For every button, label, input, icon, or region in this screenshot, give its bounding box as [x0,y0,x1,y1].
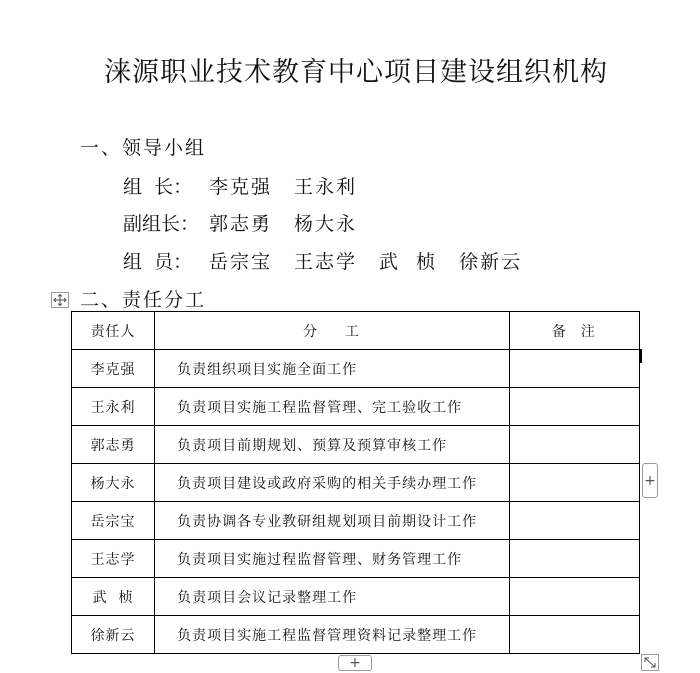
members-line [123,247,544,274]
leader-name: 王永利 [294,176,358,198]
section-heading-leadership: 一、领导小组 [80,137,207,159]
cell-remark[interactable] [509,426,639,464]
cell-person[interactable]: 岳宗宝 [72,502,155,540]
cell-person[interactable]: 郭志勇 [72,426,155,464]
cell-person[interactable]: 王志学 [72,540,155,578]
member-name: 岳宗宝 [209,251,273,273]
deputy-name: 杨大永 [294,213,358,235]
section-heading-responsibilities: 二、责任分工 [80,289,207,311]
leader-role-label: 组 长： [123,176,193,198]
cell-remark[interactable] [509,578,639,616]
cell-duty[interactable]: 负责项目建设或政府采购的相关手续办理工作 [155,464,510,502]
cell-remark[interactable] [509,464,639,502]
header-duty: 分 工 [155,312,510,350]
cell-duty[interactable]: 负责项目实施过程监督管理、财务管理工作 [155,540,510,578]
member-name: 王志学 [294,251,358,273]
table-move-handle[interactable] [51,292,69,308]
cell-duty[interactable]: 负责项目实施工程监督管理、完工验收工作 [155,388,510,426]
leader-name: 李克强 [209,176,273,198]
member-name: 徐新云 [459,251,523,273]
responsibility-table [71,311,640,654]
cell-person[interactable]: 武 桢 [72,578,155,616]
member-name: 武 桢 [379,251,438,273]
table-row [72,540,640,578]
cell-person[interactable]: 徐新云 [72,616,155,654]
cell-duty[interactable]: 负责项目前期规划、预算及预算审核工作 [155,426,510,464]
cell-duty[interactable]: 负责协调各专业教研组规划项目前期设计工作 [155,502,510,540]
table-row [72,464,640,502]
leader-line [123,172,379,199]
add-column-button[interactable]: + [642,463,658,498]
table-header-row [72,312,640,350]
cell-duty[interactable]: 负责组织项目实施全面工作 [155,350,510,388]
table-row [72,350,640,388]
cell-remark[interactable] [509,388,639,426]
table-body [72,350,640,654]
resize-icon [642,655,658,670]
cell-remark[interactable] [509,350,639,388]
table-row [72,578,640,616]
table-row [72,426,640,464]
page-title: 涞源职业技术教育中心项目建设组织机构 [104,57,608,88]
move-icon [52,293,68,307]
table-row [72,616,640,654]
header-person: 责任人 [72,312,155,350]
cell-remark[interactable] [509,540,639,578]
cell-duty[interactable]: 负责项目实施工程监督管理资料记录整理工作 [155,616,510,654]
add-row-button[interactable]: + [338,655,372,671]
table-row [72,502,640,540]
cell-person[interactable]: 杨大永 [72,464,155,502]
members-role-label: 组 员： [123,251,193,273]
header-remark: 备 注 [509,312,639,350]
table-row [72,388,640,426]
table-resize-handle[interactable] [641,654,659,671]
cell-person[interactable]: 王永利 [72,388,155,426]
deputy-role-label: 副组长： [123,213,200,235]
cell-remark[interactable] [509,502,639,540]
deputy-line [123,209,379,236]
cell-person[interactable]: 李克强 [72,350,155,388]
cell-duty[interactable]: 负责项目会议记录整理工作 [155,578,510,616]
text-cursor [640,349,642,363]
cell-remark[interactable] [509,616,639,654]
deputy-name: 郭志勇 [209,213,273,235]
